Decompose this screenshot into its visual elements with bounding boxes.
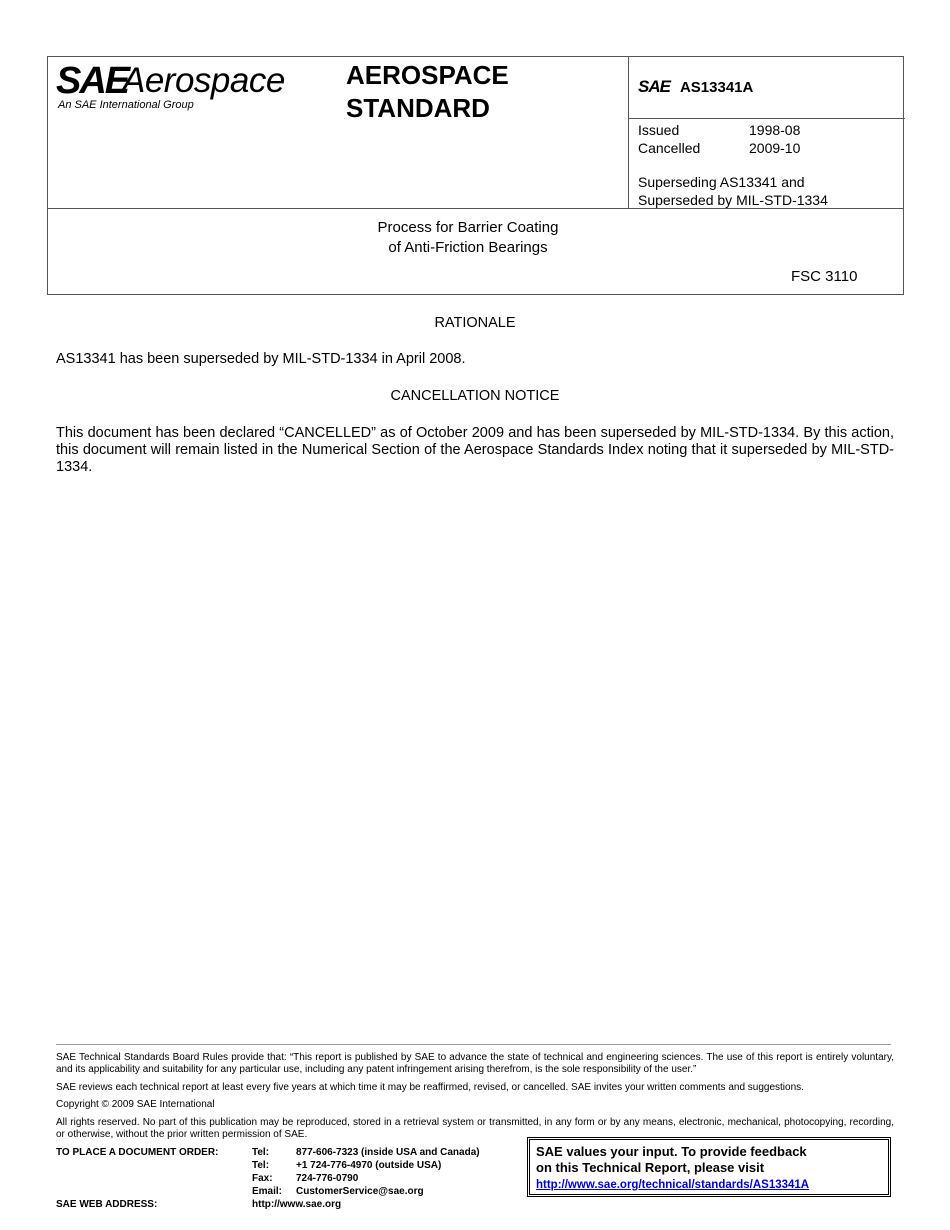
- document-title: [48, 218, 888, 258]
- superseding-line1: Superseding AS13341 and: [638, 174, 805, 190]
- issued-label: Issued: [638, 122, 680, 138]
- contact-key: Tel:: [252, 1147, 270, 1158]
- footer-rule: [56, 1044, 891, 1045]
- feedback-line2: on this Technical Report, please visit: [536, 1160, 765, 1175]
- document-number-text: AS13341A: [679, 79, 754, 96]
- cancellation-heading: CANCELLATION NOTICE: [390, 388, 560, 404]
- issued-value: 1998-08: [749, 122, 801, 138]
- standard-type-line2: STANDARD: [346, 93, 490, 123]
- document-dates: [638, 121, 800, 157]
- issued-row: [638, 121, 800, 139]
- rationale-text: AS13341 has been superseded by MIL-STD-1334 in April 2008.: [56, 351, 466, 367]
- board-rules-text: SAE Technical Standards Board Rules provide that: “This report is published by SAE to advance the state of technical and engineering sciences. The use of this report is entirely voluntary, and its applicability and suitability for any particular use, including any patent infringement arising therefrom, is the sole responsibility of the user.”: [56, 1052, 894, 1075]
- rationale-heading: RATIONALE: [434, 315, 516, 331]
- header-box: [47, 56, 904, 295]
- cancelled-label: Cancelled: [638, 140, 701, 156]
- logo-sae-text: SAE: [56, 60, 129, 102]
- contact-key: Fax:: [252, 1173, 273, 1184]
- copyright-text: Copyright © 2009 SAE International: [56, 1099, 215, 1110]
- contact-value: 877-606-7323 (inside USA and Canada): [296, 1147, 480, 1158]
- logo-aerospace-text: Aerospace: [122, 61, 285, 100]
- feedback-link[interactable]: http://www.sae.org/technical/standards/AS13341A: [536, 1179, 810, 1191]
- contact-row: [252, 1185, 480, 1198]
- contact-key: Tel:: [252, 1160, 270, 1171]
- contact-list: [252, 1146, 480, 1198]
- cancelled-row: [638, 139, 800, 157]
- web-address-link[interactable]: http://www.sae.org: [252, 1199, 342, 1210]
- contact-value: 724-776-0790: [296, 1173, 359, 1184]
- web-address-label: SAE WEB ADDRESS:: [56, 1199, 158, 1210]
- standard-type: [346, 59, 509, 125]
- document-title-line1: Process for Barrier Coating: [377, 219, 559, 236]
- superseding-line2: Superseded by MIL-STD-1334: [638, 192, 828, 208]
- fsc-code: FSC 3110: [791, 268, 858, 285]
- feedback-line1: SAE values your input. To provide feedback: [536, 1144, 807, 1159]
- feedback-box: [527, 1137, 891, 1197]
- superseding-info: [638, 173, 828, 209]
- order-label: TO PLACE A DOCUMENT ORDER:: [56, 1147, 219, 1158]
- contact-value: +1 724-776-4970 (outside USA): [296, 1160, 442, 1171]
- contact-row: [252, 1172, 480, 1185]
- contact-key: Email:: [252, 1186, 283, 1197]
- rights-text: All rights reserved. No part of this publication may be reproduced, stored in a retrieval system or transmitted, in any form or by any means, electronic, mechanical, photocopying, recording, or otherwise, without the prior written permission of SAE.: [56, 1117, 894, 1140]
- document-number: [638, 77, 753, 97]
- logo-group-text: An SAE International Group: [58, 99, 194, 111]
- mini-sae-logo: SAE: [638, 77, 670, 96]
- contact-row: [252, 1159, 480, 1172]
- contact-row: [252, 1146, 480, 1159]
- sae-aerospace-logo: [56, 61, 296, 116]
- header-divider-vertical: [628, 57, 629, 208]
- review-text: SAE reviews each technical report at least every five years at which time it may be reaffirmed, revised, or cancelled. SAE invites your written comments and suggestions.: [56, 1082, 804, 1093]
- cancellation-text: This document has been declared “CANCELLED” as of October 2009 and has been superseded by MIL-STD-1334. By this action, this document will remain listed in the Numerical Section of the Aerospace Standards Index noting that it superseded by MIL-STD-1334.: [56, 425, 894, 475]
- contact-email[interactable]: CustomerService@sae.org: [296, 1186, 424, 1197]
- docnum-divider: [628, 118, 905, 119]
- cancelled-value: 2009-10: [749, 140, 801, 156]
- document-title-line2: of Anti-Friction Bearings: [388, 239, 548, 256]
- standard-type-line1: AEROSPACE: [346, 60, 509, 90]
